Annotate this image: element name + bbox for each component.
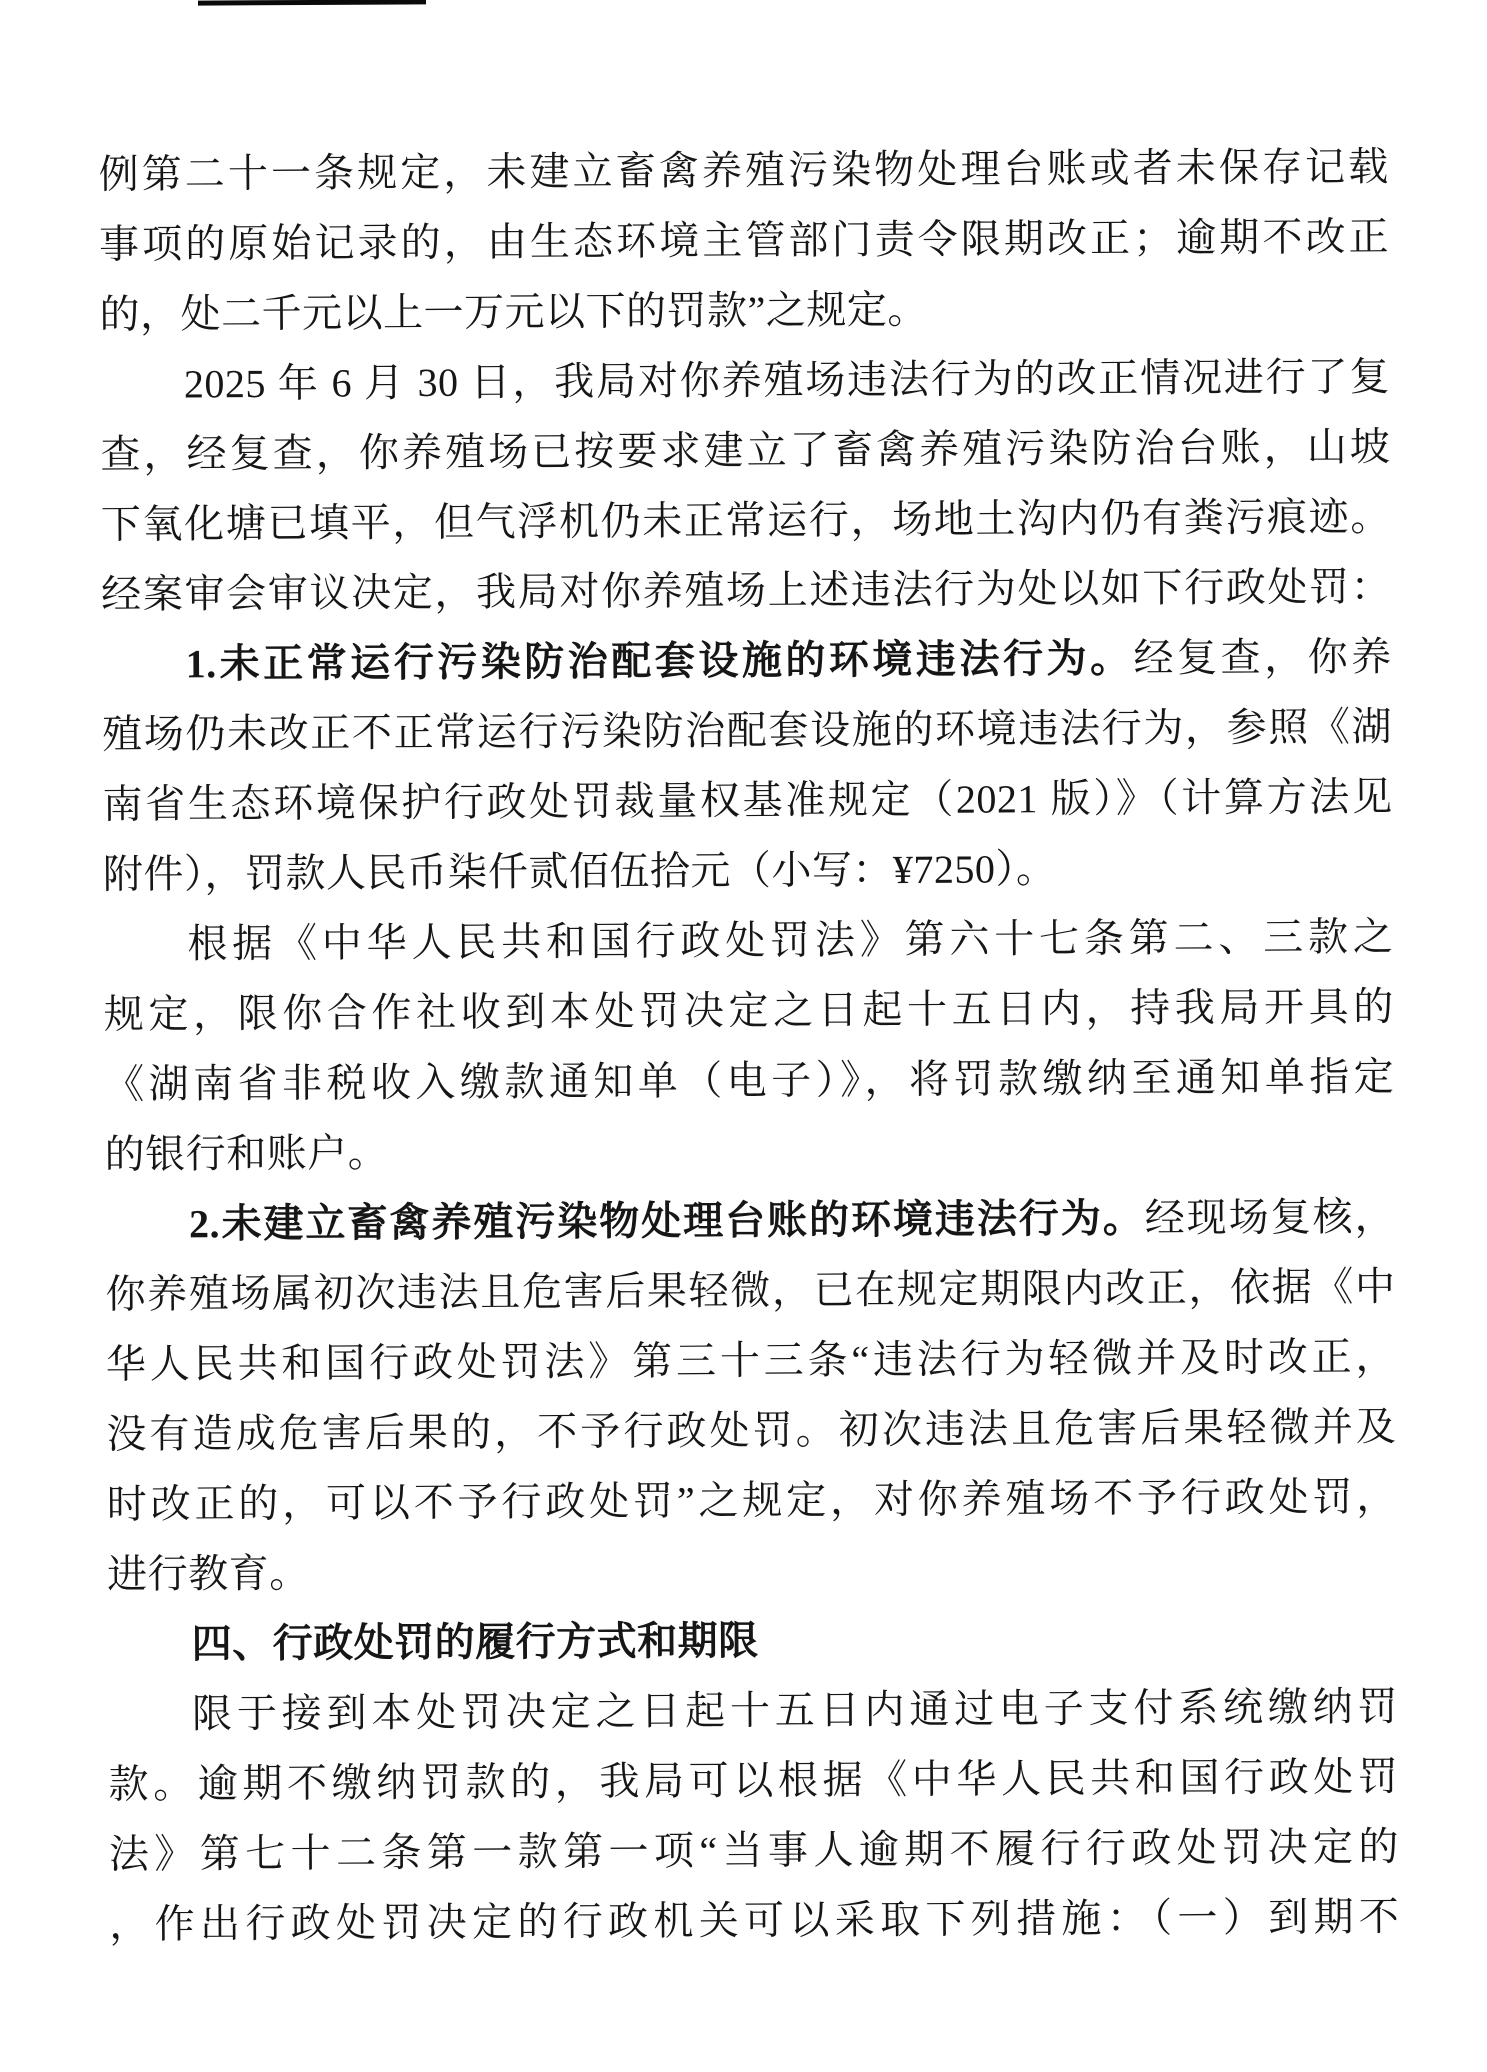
item-1-title: 1.未正常运行污染防治配套设施的环境违法行为。 [185,635,1134,687]
text-segment: 经现场复核， [1144,1194,1396,1241]
text-line: 的银行和账户。 [104,1130,389,1177]
text-line [101,622,1391,700]
text-line [105,1182,1395,1260]
text-line: 2025 年 6 月 30 日，我局对你养殖场违法行为的改正情况进行了复 [183,354,1391,407]
text-line: 查，经复查，你养殖场已按要求建立了畜禽养殖污染防治台账，山坡 [100,424,1391,477]
item-2-title: 2.未建立畜禽养殖污染物处理台账的环境违法行为。 [188,1195,1145,1247]
text-line: 《湖南省非税收入缴款通知单（电子）》，将罚款缴纳至通知单指定 [104,1054,1395,1107]
text-line: 没有造成危害后果的，不予行政处罚。初次违法且危害后果轻微并及 [106,1404,1397,1457]
text-line: 法》第七十二条第一款第一项“当事人逾期不履行行政处罚决定的 [108,1824,1400,1877]
text-line: ，作出行政处罚决定的行政机关可以采取下列措施：（一）到期不 [109,1894,1400,1947]
text-line: 规定，限你合作社收到本处罚决定之日起十五日内，持我局开具的 [103,984,1394,1037]
text-line: 下氧化塘已填平，但气浮机仍未正常运行，场地土沟内仍有粪污痕迹。 [100,494,1391,547]
text-line: 经案审会审议决定，我局对你养殖场上述违法行为处以如下行政处罚： [101,564,1392,617]
text-line: 殖场仍未改正不正常运行污染防治配套设施的环境违法行为，参照《湖 [101,704,1393,757]
text-segment: 经复查，你养 [1133,634,1392,681]
scan-artifact [198,0,426,6]
text-line: 限于接到本处罚决定之日起十五日内通过电子支付系统缴纳罚 [191,1684,1399,1737]
text-line: 南省生态环境保护行政处罚裁量权基准规定（2021 版）》（计算方法见 [102,774,1393,827]
section-heading: 四、行政处罚的履行方式和期限 [191,1617,759,1667]
text-line: 时改正的，可以不予行政处罚”之规定，对你养殖场不予行政处罚， [106,1474,1397,1527]
text-line: 华人民共和国行政处罚法》第三十三条“违法行为轻微并及时改正， [105,1334,1397,1387]
text-line: 你养殖场属初次违法且危害后果轻微，已在规定期限内改正，依据《中 [105,1264,1396,1317]
text-line: 根据《中华人民共和国行政处罚法》第六十七条第二、三款之 [187,914,1394,967]
text-line: 事项的原始记录的，由生态环境主管部门责令限期改正；逾期不改正 [98,214,1390,267]
text-line: 进行教育。 [107,1550,310,1597]
text-line: 的，处二千元以上一万元以下的罚款”之规定。 [99,286,928,337]
text-line: 附件），罚款人民币柒仟贰佰伍拾元（小写：¥7250）。 [102,846,1057,897]
document-body [98,132,1399,1960]
text-line: 例第二十一条规定，未建立畜禽养殖污染物处理台账或者未保存记载 [98,144,1389,197]
text-line: 款。逾期不缴纳罚款的，我局可以根据《中华人民共和国行政处罚 [108,1754,1399,1807]
